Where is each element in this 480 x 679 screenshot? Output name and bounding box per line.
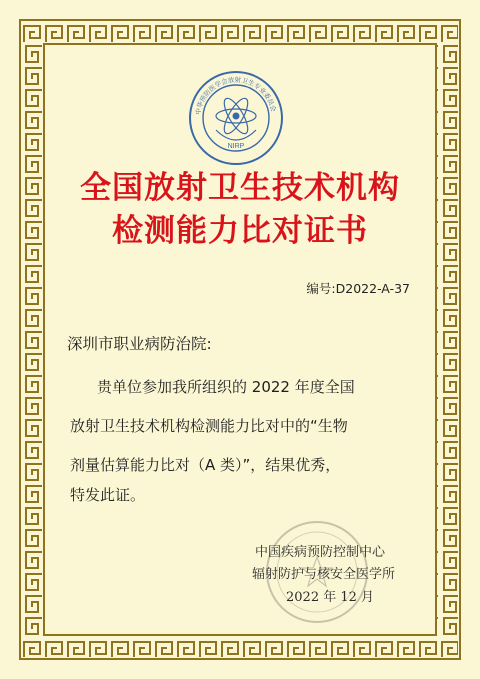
- body-line-1: 贵单位参加我所组织的 2022 年度全国: [97, 378, 355, 396]
- issuer-line-1: 中国疾病预防控制中心: [255, 545, 386, 560]
- issue-date: 2022 年 12 月: [286, 590, 375, 605]
- nirp-logo-icon: [186, 68, 286, 168]
- issuer-line-2: 辐射防护与核安全医学所: [252, 567, 396, 582]
- certificate-number: 编号:D2022-A-37: [306, 281, 410, 296]
- body-line-2: 放射卫生技术机构检测能力比对中的“生物: [70, 417, 348, 435]
- title-line-1: 全国放射卫生技术机构: [80, 170, 400, 206]
- body-line-4: 特发此证。: [70, 486, 146, 504]
- recipient-name: 深圳市职业病防治院:: [67, 335, 212, 353]
- logo-org-text: 中华预防医学会放射卫生专业委员会: [194, 75, 278, 116]
- body-line-3: 剂量估算能力比对（A 类）”，结果优秀，: [70, 456, 341, 474]
- title-line-2: 检测能力比对证书: [112, 213, 368, 249]
- logo-abbr: NIRP: [227, 143, 245, 150]
